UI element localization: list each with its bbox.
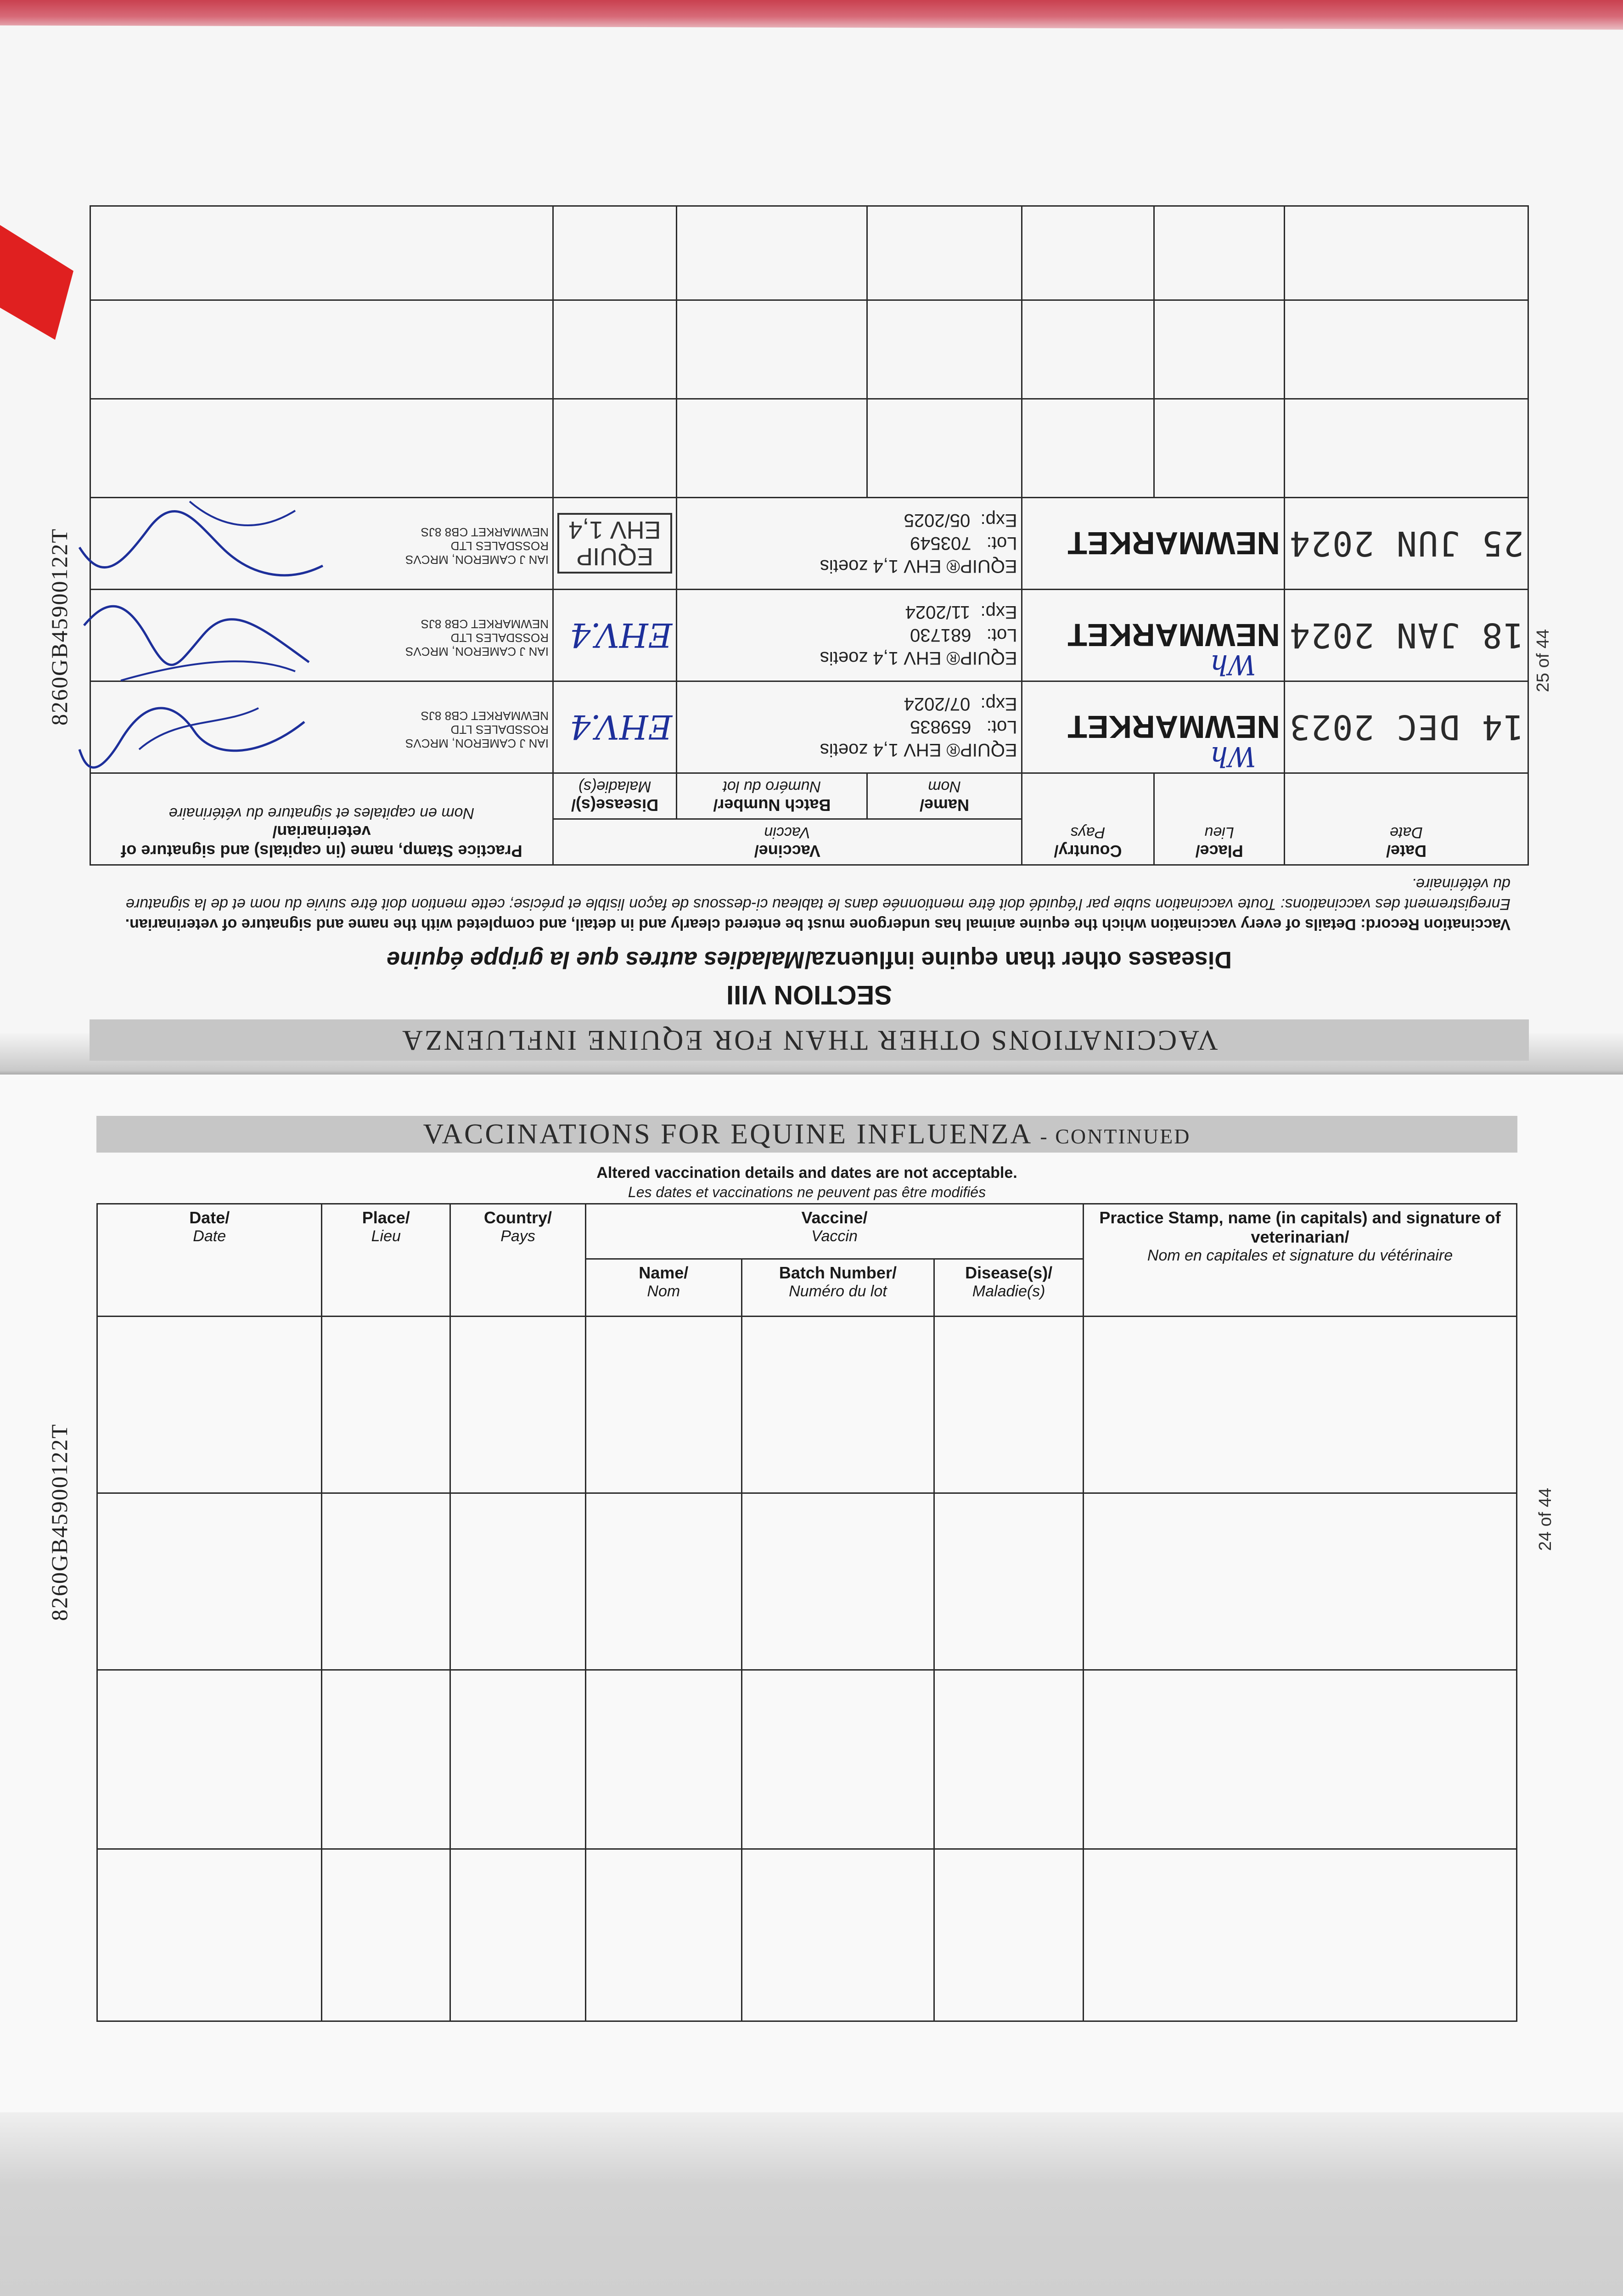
header-batch: Batch Number/ Numéro du lot bbox=[741, 1259, 934, 1317]
record-en: Vaccination Record: Details of every vaccination which the equine animal has undergone must be entered clearly and in detail, and completed with the name and signature of veterinarian. bbox=[125, 916, 1511, 933]
header-disease: Disease(s)/ Maladie(s) bbox=[553, 773, 676, 819]
scan-bottom-shade bbox=[0, 2112, 1623, 2296]
header-disease: Disease(s)/ Maladie(s) bbox=[934, 1259, 1084, 1317]
place-country-cell: NEWMARKET Wh bbox=[1022, 681, 1284, 773]
table-row bbox=[90, 498, 1528, 590]
date-cell: 25 JUN 2024 bbox=[1284, 498, 1528, 590]
equip-sticker: EQUIP EHV 1,4 bbox=[557, 513, 672, 574]
record-fr: Enregistrement des vaccinations: Toute vaccination subie par l'équidé doit être mentionnée dans le tableau ci-dessous de façon lisible et précise; cette mention doit être suivie du nom et de la signature du vétérinaire. bbox=[125, 875, 1511, 913]
altered-notice-en: Altered vaccination details and dates are not acceptable. bbox=[596, 1164, 1017, 1182]
header-date: Date/ Date bbox=[1284, 773, 1528, 865]
vaccine-cell: EQUIP® EHV 1,4 zoetis Lot: 681730 Exp: 11/2024 bbox=[677, 590, 1022, 681]
red-bookmark-tab bbox=[0, 225, 73, 340]
table-row bbox=[90, 300, 1528, 399]
place-country-cell: NEWMARKET bbox=[1022, 498, 1284, 590]
serial-number-top: 8260GB45900122T bbox=[46, 528, 72, 726]
header-vaccine: Vaccine/ Vaccin bbox=[585, 1204, 1083, 1259]
page-number-25: 25 of 44 bbox=[1533, 629, 1553, 692]
header-vaccine: Vaccine/ Vaccin bbox=[553, 819, 1022, 865]
vaccination-record-text bbox=[108, 874, 1511, 934]
header-date: Date/ Date bbox=[97, 1204, 322, 1317]
signature-1 bbox=[75, 690, 314, 777]
table-row bbox=[97, 1317, 1517, 1493]
signature-3 bbox=[75, 483, 341, 602]
section-subtitle: Diseases other than equine influenza/Maladies autres que la grippe équine bbox=[387, 946, 1232, 973]
date-cell: 18 JAN 2024 bbox=[1284, 590, 1528, 681]
disease-cell: EHV.4 bbox=[553, 590, 676, 681]
signature-2 bbox=[75, 589, 323, 690]
vaccine-cell: EQUIP® EHV 1,4 zoetis Lot: 703549 Exp: 05/2025 bbox=[677, 498, 1022, 590]
header-country: Country/ Pays bbox=[450, 1204, 586, 1317]
stamp-cell: IAN J CAMERON, MRCVS ROSSDALES LTD NEWMARKET CB8 8JS bbox=[90, 590, 553, 681]
subtitle-en: Diseases other than equine influenza bbox=[811, 946, 1232, 973]
equine-influenza-banner: VACCINATIONS FOR EQUINE INFLUENZA - CONTINUED bbox=[96, 1116, 1517, 1153]
disease-cell bbox=[553, 498, 676, 590]
header-stamp: Practice Stamp, name (in capitals) and signature of veterinarian/ Nom en capitales et signature du vétérinaire bbox=[1084, 1204, 1517, 1317]
serial-number-bottom: 8260GB45900122T bbox=[46, 1424, 72, 1621]
date-cell: 14 DEC 2023 bbox=[1284, 681, 1528, 773]
section-title: SECTION VIII bbox=[726, 980, 892, 1010]
header-place: Place/ Lieu bbox=[1154, 773, 1285, 865]
section-viii-block bbox=[90, 129, 1529, 1061]
section-viii-table bbox=[90, 205, 1529, 866]
subtitle-fr: Maladies autres que la grippe équine bbox=[387, 946, 805, 973]
stamp-cell: IAN J CAMERON, MRCVS ROSSDALES LTD NEWMARKET CB8 8JS bbox=[90, 681, 553, 773]
page-number-24: 24 of 44 bbox=[1536, 1488, 1555, 1551]
altered-notice-fr: Les dates et vaccinations ne peuvent pas être modifiés bbox=[628, 1184, 986, 1200]
place-country-cell: NEWMARKET Wh bbox=[1022, 590, 1284, 681]
table-row bbox=[97, 1849, 1517, 2021]
vaccine-cell: EQUIP® EHV 1,4 zoetis Lot: 659835 Exp: 07/2024 bbox=[677, 681, 1022, 773]
header-stamp: Practice Stamp, name (in capitals) and signature of veterinarian/ Nom en capitales et signature du vétérinaire bbox=[90, 773, 553, 865]
header-name: Name/ Nom bbox=[585, 1259, 741, 1317]
disease-cell: EHV.4 bbox=[553, 681, 676, 773]
header-place: Place/ Lieu bbox=[322, 1204, 450, 1317]
table-row bbox=[90, 681, 1528, 773]
table-row bbox=[97, 1670, 1517, 1849]
header-name: Name/ Nom bbox=[867, 773, 1022, 819]
stamp-cell: IAN J CAMERON, MRCVS ROSSDALES LTD NEWMARKET CB8 8JS bbox=[90, 498, 553, 590]
table-row bbox=[97, 1493, 1517, 1670]
header-batch: Batch Number/ Numéro du lot bbox=[677, 773, 867, 819]
section-viii-banner: VACCINATIONS OTHER THAN FOR EQUINE INFLUENZA bbox=[90, 1019, 1529, 1061]
table-row bbox=[90, 590, 1528, 681]
table-row bbox=[90, 206, 1528, 300]
header-country: Country/ Pays bbox=[1022, 773, 1154, 865]
equine-influenza-table bbox=[96, 1203, 1517, 2022]
